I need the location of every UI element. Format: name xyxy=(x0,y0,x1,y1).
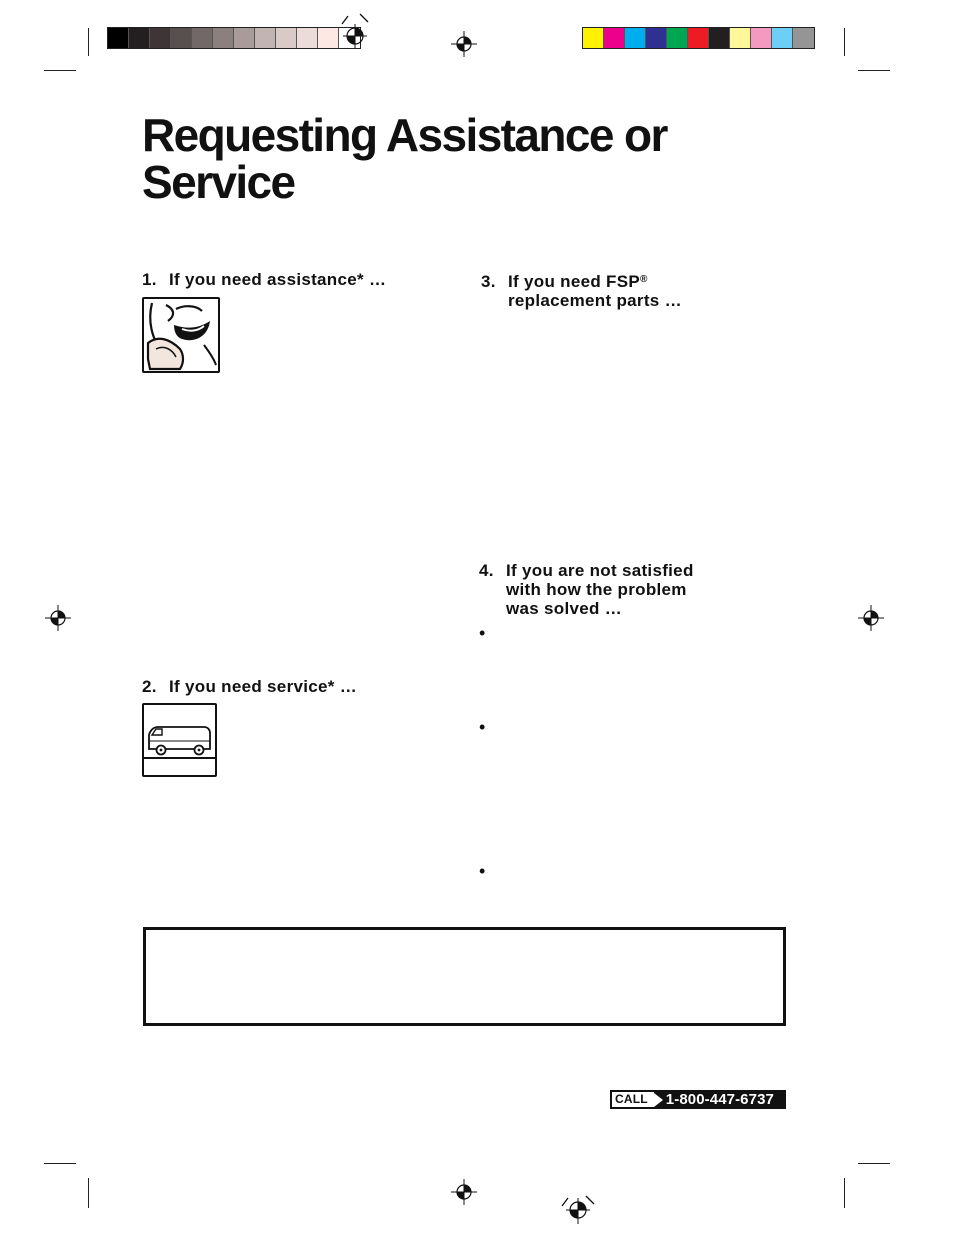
color-swatch xyxy=(150,28,171,48)
color-swatch xyxy=(709,28,730,48)
color-swatch xyxy=(751,28,772,48)
crop-mark xyxy=(44,1163,76,1164)
color-swatch xyxy=(667,28,688,48)
color-swatch xyxy=(108,28,129,48)
registration-target-icon xyxy=(558,1192,598,1228)
crop-mark xyxy=(844,1178,845,1208)
section-heading-not-satisfied xyxy=(479,561,694,618)
crop-mark xyxy=(858,70,890,71)
color-calibration-strip xyxy=(582,27,815,49)
color-swatch xyxy=(604,28,625,48)
color-swatch xyxy=(234,28,255,48)
section-heading-replacement-parts xyxy=(481,270,682,310)
color-swatch xyxy=(730,28,751,48)
bullet-point: • xyxy=(479,861,486,881)
color-swatch xyxy=(129,28,150,48)
page-title-line: Requesting Assistance or xyxy=(142,109,667,161)
color-swatch xyxy=(646,28,667,48)
notice-box xyxy=(143,927,786,1026)
service-van-icon xyxy=(144,705,215,775)
bullet-point: • xyxy=(479,717,486,737)
section-heading-service xyxy=(142,677,357,696)
registration-target-icon xyxy=(451,1179,477,1205)
section-heading-text: If you need assistance* … xyxy=(169,270,387,289)
bullet-point: • xyxy=(479,623,486,643)
call-arrow-icon xyxy=(654,1093,663,1107)
color-swatch xyxy=(255,28,276,48)
registration-target-icon xyxy=(858,605,884,631)
gray-calibration-strip xyxy=(107,27,361,49)
section-number: 2. xyxy=(142,677,157,696)
registration-target-icon xyxy=(45,605,71,631)
section-heading-text: with how the problem xyxy=(506,580,687,599)
color-swatch xyxy=(192,28,213,48)
phone-number: 1-800-447-6737 xyxy=(665,1091,774,1108)
crop-mark xyxy=(44,70,76,71)
color-swatch xyxy=(318,28,339,48)
call-label: CALL xyxy=(612,1092,654,1107)
section-heading-assistance xyxy=(142,270,386,289)
registration-target-icon xyxy=(338,10,376,48)
color-swatch xyxy=(688,28,709,48)
section-heading-text: was solved … xyxy=(506,599,623,618)
color-swatch xyxy=(793,28,814,48)
call-badge xyxy=(610,1090,786,1109)
color-swatch xyxy=(625,28,646,48)
phone-handset-smile-icon xyxy=(144,299,218,371)
service-icon-box xyxy=(142,703,217,777)
color-swatch xyxy=(297,28,318,48)
assistance-icon-box xyxy=(142,297,220,373)
color-swatch xyxy=(171,28,192,48)
section-heading-text: If you are not satisfied xyxy=(506,561,694,580)
registration-target-icon xyxy=(451,31,477,57)
section-number: 4. xyxy=(479,561,494,580)
color-swatch xyxy=(276,28,297,48)
color-swatch xyxy=(772,28,793,48)
section-number: 3. xyxy=(481,272,496,291)
section-heading-text: replacement parts … xyxy=(508,291,682,310)
color-swatch xyxy=(213,28,234,48)
page-title xyxy=(142,109,667,208)
crop-mark xyxy=(844,28,845,56)
section-number: 1. xyxy=(142,270,157,289)
crop-mark xyxy=(88,1178,89,1208)
crop-mark xyxy=(858,1163,890,1164)
registered-mark: ® xyxy=(640,274,648,285)
section-heading-text: If you need FSP xyxy=(508,272,641,291)
page-title-line: Service xyxy=(142,156,295,208)
section-heading-text: If you need service* … xyxy=(169,677,358,696)
color-swatch xyxy=(583,28,604,48)
crop-mark xyxy=(88,28,89,56)
